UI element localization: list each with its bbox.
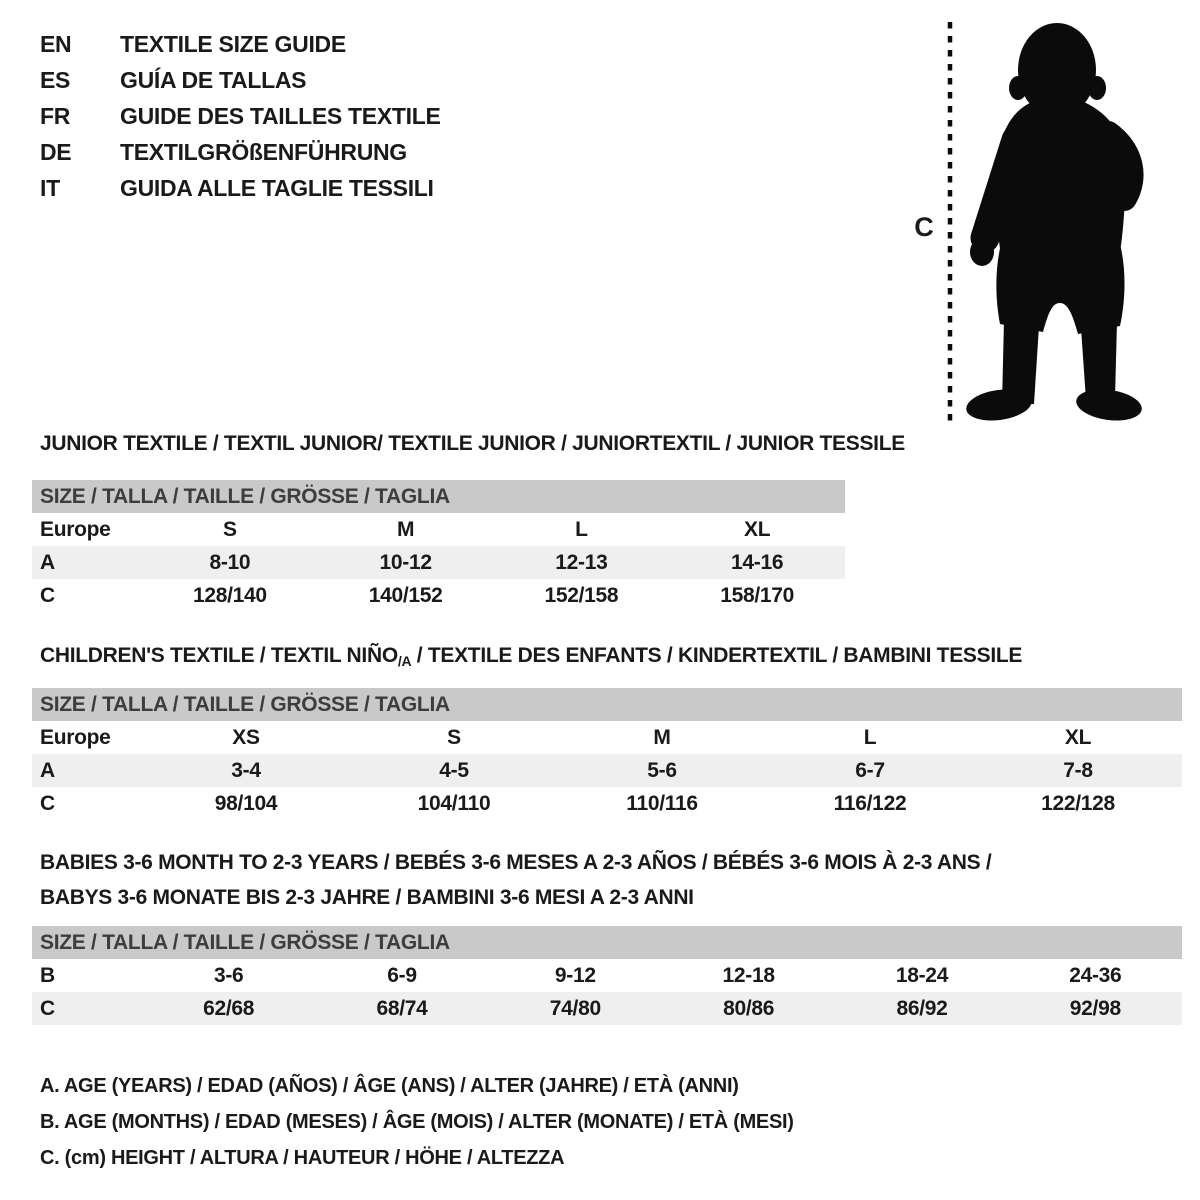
babies-title-line1: BABIES 3-6 MONTH TO 2-3 YEARS / BEBÉS 3-6 MESES A 2-3 AÑOS / BÉBÉS 3-6 MOIS À 2-3 ANS / <box>40 851 992 874</box>
legend <box>40 1068 794 1176</box>
language-list <box>40 26 441 206</box>
size-cell: 80/86 <box>662 992 835 1025</box>
language-title: GUIDE DES TAILLES TEXTILE <box>120 103 441 129</box>
size-cell: 24-36 <box>1069 963 1122 987</box>
size-cell: 140/152 <box>368 583 443 607</box>
row-label-cell: A <box>32 546 142 579</box>
size-cell: 74/80 <box>489 992 662 1025</box>
table-row-age <box>32 754 1182 787</box>
size-cell: 128/140 <box>192 583 267 607</box>
size-cell: XL <box>744 517 771 541</box>
size-header-label: SIZE / TALLA / TAILLE / GRÖSSE / TAGLIA <box>32 688 1182 721</box>
size-cell: 14-16 <box>669 546 845 579</box>
row-label-cell: Europe <box>40 517 111 541</box>
toddler-silhouette <box>900 6 1200 435</box>
size-cell: XS <box>232 725 260 749</box>
legend-line-b: B. AGE (MONTHS) / EDAD (MESES) / ÂGE (MOIS) / ALTER (MONATE) / ETÀ (MESI) <box>40 1111 794 1133</box>
table-row-height <box>32 579 845 612</box>
size-table-junior <box>32 480 845 612</box>
size-cell: 6-7 <box>766 754 974 787</box>
size-cell: S <box>223 517 237 541</box>
size-cell: 116/122 <box>833 791 907 815</box>
size-cell: 9-12 <box>554 963 596 987</box>
size-cell: 92/98 <box>1009 992 1182 1025</box>
size-cell: 110/116 <box>626 791 698 815</box>
section-title-children <box>40 644 1022 668</box>
language-title: GUÍA DE TALLAS <box>120 67 307 93</box>
language-title: GUIDA ALLE TAGLIE TESSILI <box>120 175 434 201</box>
title-text: / TEXTILE DES ENFANTS / KINDERTEXTIL / BAMBINI TESSILE <box>411 644 1023 667</box>
size-cell: L <box>863 725 877 749</box>
language-code: ES <box>40 67 71 93</box>
language-code: DE <box>40 139 72 165</box>
table-row-region <box>32 513 845 546</box>
row-label-cell: Europe <box>40 725 111 749</box>
size-cell: 98/104 <box>214 791 278 815</box>
row-label-cell: B <box>40 963 55 987</box>
size-cell: 86/92 <box>835 992 1008 1025</box>
size-cell: S <box>447 725 461 749</box>
babies-title-line2: BABYS 3-6 MONATE BIS 2-3 JAHRE / BAMBINI 3-6 MESI A 2-3 ANNI <box>40 886 694 909</box>
row-label-cell: C <box>32 992 142 1025</box>
size-cell: 152/158 <box>544 583 619 607</box>
size-cell: 62/68 <box>142 992 315 1025</box>
section-title-babies <box>40 845 991 915</box>
size-table-babies <box>32 926 1182 1025</box>
row-label-cell: C <box>40 791 55 815</box>
table-row-height <box>32 787 1182 820</box>
size-cell: M <box>653 725 671 749</box>
table-row-height <box>32 992 1182 1025</box>
language-title: TEXTILGRÖßENFÜHRUNG <box>120 139 407 165</box>
title-text: CHILDREN'S TEXTILE / TEXTIL NIÑO <box>40 644 398 667</box>
size-cell: 68/74 <box>315 992 488 1025</box>
size-cell: 12-18 <box>722 963 775 987</box>
size-cell: M <box>397 517 415 541</box>
size-header-bar <box>32 688 1182 721</box>
section-title-junior: JUNIOR TEXTILE / TEXTIL JUNIOR/ TEXTILE JUNIOR / JUNIORTEXTIL / JUNIOR TESSILE <box>40 432 905 455</box>
size-cell: L <box>575 517 588 541</box>
size-table-children <box>32 688 1182 820</box>
size-cell: 104/110 <box>417 791 491 815</box>
table-row-age <box>32 546 845 579</box>
size-cell: 4-5 <box>350 754 558 787</box>
size-cell: 18-24 <box>895 963 949 987</box>
size-cell: 6-9 <box>387 963 417 987</box>
size-cell: XL <box>1064 725 1092 749</box>
row-label-cell: A <box>32 754 142 787</box>
language-code: FR <box>40 103 71 129</box>
row-label-cell: C <box>40 583 55 607</box>
language-title: TEXTILE SIZE GUIDE <box>120 31 346 57</box>
size-cell: 12-13 <box>494 546 670 579</box>
size-header-label: SIZE / TALLA / TAILLE / GRÖSSE / TAGLIA <box>32 926 1182 959</box>
legend-line-c: C. (cm) HEIGHT / ALTURA / HAUTEUR / HÖHE / ALTEZZA <box>40 1147 565 1169</box>
size-cell: 122/128 <box>1041 791 1115 815</box>
language-code: IT <box>40 175 60 201</box>
table-row-region <box>32 721 1182 754</box>
height-label: C <box>914 212 934 242</box>
size-header-bar <box>32 926 1182 959</box>
size-cell: 158/170 <box>720 583 795 607</box>
toddler-shape <box>964 23 1144 424</box>
size-cell: 10-12 <box>318 546 494 579</box>
language-code: EN <box>40 31 72 57</box>
size-cell: 3-4 <box>142 754 350 787</box>
size-header-bar <box>32 480 845 513</box>
table-row-months <box>32 959 1182 992</box>
legend-line-a: A. AGE (YEARS) / EDAD (AÑOS) / ÂGE (ANS) / ALTER (JAHRE) / ETÀ (ANNI) <box>40 1075 739 1097</box>
size-cell: 5-6 <box>558 754 766 787</box>
size-header-label: SIZE / TALLA / TAILLE / GRÖSSE / TAGLIA <box>32 480 845 513</box>
size-cell: 7-8 <box>974 754 1182 787</box>
size-cell: 3-6 <box>213 963 244 987</box>
title-subscript: /A <box>397 653 412 669</box>
size-cell: 8-10 <box>142 546 318 579</box>
